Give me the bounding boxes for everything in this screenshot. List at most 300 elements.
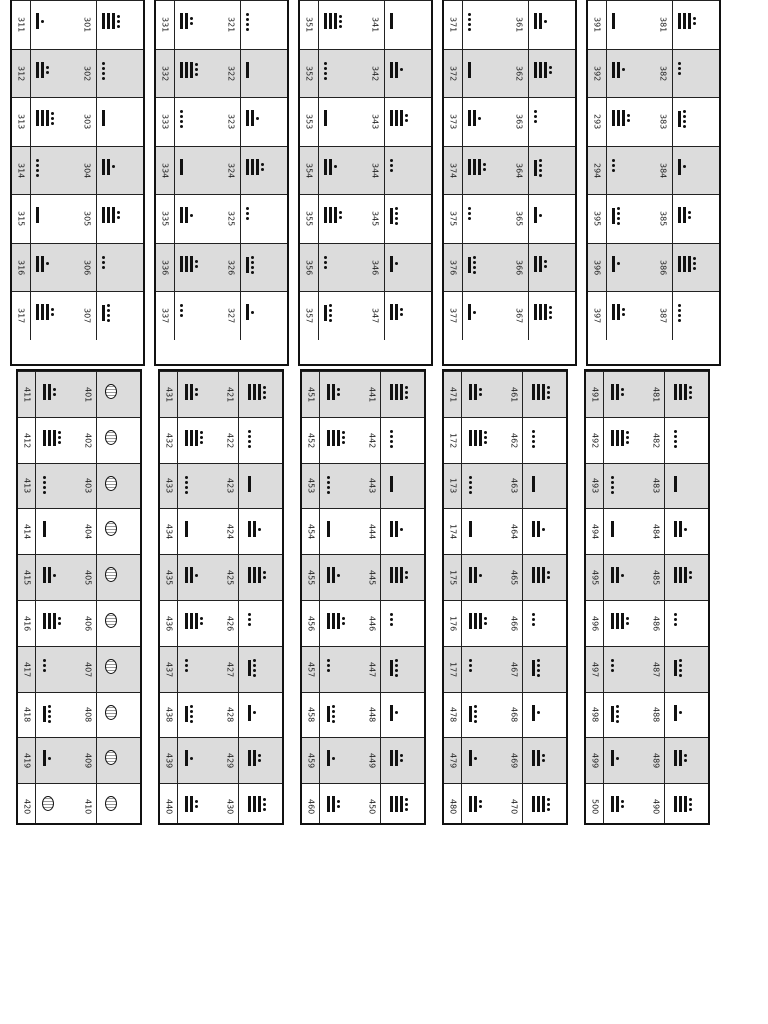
dot-icon	[185, 491, 188, 494]
bar-icon	[251, 110, 254, 126]
maya-numeral-icon	[245, 207, 250, 220]
dot-icon	[185, 481, 188, 484]
dots-icon	[679, 711, 682, 714]
dot-icon	[180, 309, 183, 312]
maya-numeral-icon	[42, 613, 62, 629]
table-row	[444, 737, 566, 783]
dot-icon	[36, 164, 39, 167]
row-number: 404	[83, 524, 93, 540]
table-row	[160, 554, 282, 600]
dot-icon	[689, 808, 692, 811]
table-row	[588, 194, 719, 243]
row-number: 306	[82, 259, 92, 275]
bar-icon	[190, 796, 193, 812]
row-number: 174	[448, 524, 458, 540]
dot-icon	[53, 388, 56, 391]
table-row	[300, 97, 431, 146]
numeral-cell	[319, 784, 364, 825]
row-number: 381	[658, 17, 668, 33]
table-row	[588, 49, 719, 98]
table-row	[444, 291, 575, 340]
numeral-cell	[318, 98, 367, 146]
dots-icon	[537, 659, 540, 677]
dot-icon	[251, 311, 254, 314]
row-number: 315	[16, 211, 26, 227]
dot-icon	[102, 266, 105, 269]
row-number: 468	[509, 707, 519, 723]
dot-icon	[468, 13, 471, 16]
dots-icon	[332, 705, 335, 723]
bar-icon	[324, 159, 327, 175]
row-number: 344	[370, 162, 380, 178]
bar-icon	[612, 62, 615, 78]
dot-icon	[688, 216, 691, 219]
bar-icon	[43, 430, 46, 446]
row-number: 302	[82, 65, 92, 81]
maya-numeral-icon	[42, 750, 52, 766]
maya-numeral-icon	[101, 110, 106, 126]
dot-icon	[180, 125, 183, 128]
dot-icon	[537, 674, 540, 677]
numeral-cell	[528, 195, 577, 243]
bar-icon	[395, 750, 398, 766]
numeral-cell	[319, 738, 364, 783]
numeral-cell	[240, 50, 289, 98]
numeral-cell	[603, 464, 648, 509]
dots-icon	[484, 617, 487, 625]
table-row	[160, 417, 282, 463]
numeral-cell	[96, 98, 145, 146]
dot-icon	[679, 674, 682, 677]
maya-numeral-icon	[531, 567, 551, 583]
bar-icon	[36, 110, 39, 126]
bar-icon	[679, 567, 682, 583]
numeral-cell	[174, 50, 223, 98]
dots-icon	[251, 256, 254, 274]
dots-icon	[469, 476, 472, 494]
bar-icon	[468, 159, 471, 175]
table-row	[444, 692, 566, 738]
row-number: 418	[22, 707, 32, 723]
dot-icon	[473, 256, 476, 259]
maya-numeral-icon	[326, 705, 336, 723]
bar-icon	[469, 567, 472, 583]
maya-numeral-icon	[42, 521, 47, 537]
dot-icon	[400, 754, 403, 757]
maya-numeral-icon	[179, 207, 194, 223]
maya-numeral-icon	[179, 62, 199, 78]
bar-icon	[674, 796, 677, 812]
numeral-cell	[380, 509, 426, 554]
row-number: 411	[22, 386, 32, 403]
numeral-cell	[461, 555, 506, 600]
dots-icon	[390, 430, 393, 448]
row-number: 414	[22, 524, 32, 540]
maya-numeral-icon	[468, 750, 478, 766]
bar-icon	[253, 384, 256, 400]
dots-icon	[534, 110, 537, 123]
dots-icon	[544, 260, 547, 268]
dot-icon	[251, 266, 254, 269]
row-number: 430	[225, 798, 235, 815]
row-number: 432	[164, 432, 174, 448]
dot-icon	[190, 720, 193, 723]
maya-numeral-icon	[610, 567, 625, 583]
table-row	[12, 291, 143, 340]
bar-icon	[611, 750, 614, 766]
dot-icon	[185, 476, 188, 479]
bar-icon	[474, 567, 477, 583]
dot-icon	[473, 266, 476, 269]
bar-icon	[246, 62, 249, 78]
maya-numeral-icon	[533, 62, 553, 78]
dot-icon	[405, 571, 408, 574]
dot-icon	[342, 622, 345, 625]
dots-icon	[390, 613, 393, 626]
bar-icon	[678, 13, 681, 29]
numeral-cell	[380, 693, 426, 738]
dots-icon	[251, 311, 254, 314]
dot-icon	[674, 435, 677, 438]
maya-numeral-icon	[389, 207, 399, 225]
dot-icon	[43, 669, 46, 672]
bar-icon	[185, 256, 188, 272]
row-number: 482	[651, 432, 661, 448]
maya-numeral-icon	[467, 62, 472, 78]
maya-numeral-icon	[101, 304, 111, 322]
dots-icon	[248, 613, 251, 626]
numeral-cell	[672, 244, 721, 292]
table-row	[156, 146, 287, 195]
maya-numeral-icon	[326, 384, 341, 400]
dot-icon	[248, 440, 251, 443]
numeral-cell	[177, 601, 222, 646]
row-number: 450	[367, 798, 377, 815]
table-row	[444, 146, 575, 195]
maya-numeral-icon	[326, 796, 341, 812]
dot-icon	[200, 622, 203, 625]
row-number: 405	[83, 569, 93, 586]
table-row	[444, 194, 575, 243]
row-number: 422	[225, 432, 235, 448]
maya-numeral-icon	[673, 430, 678, 448]
numeral-cell	[522, 647, 568, 692]
shell-zero-icon	[105, 750, 117, 765]
bar-icon	[190, 613, 193, 629]
maya-numeral-icon	[245, 13, 250, 31]
dots-icon	[395, 262, 398, 265]
numeral-cell	[238, 555, 284, 600]
dots-icon	[474, 757, 477, 760]
dot-icon	[537, 664, 540, 667]
bar-icon	[674, 521, 677, 537]
numeral-cell	[461, 464, 506, 509]
shell-zero-icon	[105, 705, 117, 720]
dot-icon	[253, 659, 256, 662]
bar-icon	[611, 613, 614, 629]
dot-icon	[36, 159, 39, 162]
bar-icon	[248, 384, 251, 400]
dots-icon	[617, 207, 620, 225]
dot-icon	[51, 308, 54, 311]
dot-icon	[329, 314, 332, 317]
dot-icon	[612, 164, 615, 167]
row-number: 492	[590, 432, 600, 448]
dot-icon	[484, 441, 487, 444]
table-row	[302, 371, 424, 417]
dot-icon	[51, 122, 54, 125]
numeral-cell	[461, 693, 506, 738]
numeral-cell	[177, 693, 222, 738]
bar-icon	[43, 384, 46, 400]
dot-icon	[622, 68, 625, 71]
bar-icon	[532, 660, 535, 676]
numeral-cell	[461, 601, 506, 646]
bar-icon	[678, 207, 681, 223]
numeral-cell	[664, 464, 710, 509]
dot-icon	[339, 216, 342, 219]
dot-icon	[547, 396, 550, 399]
dot-icon	[547, 576, 550, 579]
dots-icon	[51, 308, 54, 316]
bar-icon	[180, 13, 183, 29]
numeral-cell	[603, 372, 648, 417]
row-number: 333	[160, 114, 170, 130]
dots-icon	[678, 62, 681, 75]
row-number: 363	[514, 114, 524, 130]
maya-numeral-icon	[42, 705, 52, 723]
row-number: 367	[514, 308, 524, 324]
table-row	[300, 291, 431, 340]
dot-icon	[332, 720, 335, 723]
dot-icon	[689, 571, 692, 574]
numeral-cell	[319, 464, 364, 509]
table-row	[302, 554, 424, 600]
numeral-cell	[240, 195, 289, 243]
row-number: 301	[82, 17, 92, 33]
dot-icon	[405, 386, 408, 389]
dot-icon	[612, 169, 615, 172]
dots-icon	[684, 754, 687, 762]
bar-icon	[246, 257, 249, 273]
dots-icon	[58, 617, 61, 625]
bar-icon	[474, 796, 477, 812]
dots-icon	[195, 800, 198, 808]
dot-icon	[36, 174, 39, 177]
bar-icon	[474, 430, 477, 446]
table-row	[444, 243, 575, 292]
dots-icon	[337, 574, 340, 577]
bar-icon	[532, 705, 535, 721]
dot-icon	[405, 119, 408, 122]
dot-icon	[324, 67, 327, 70]
dots-icon	[626, 617, 629, 625]
table-row	[586, 692, 708, 738]
numeral-cell	[238, 601, 284, 646]
dots-icon	[263, 798, 266, 811]
table-row	[300, 194, 431, 243]
dot-icon	[684, 759, 687, 762]
table-row	[586, 417, 708, 463]
row-number: 313	[16, 114, 26, 130]
dot-icon	[263, 798, 266, 801]
table-row	[12, 0, 143, 49]
dot-icon	[688, 211, 691, 214]
bar-icon	[107, 159, 110, 175]
maya-numeral-icon	[533, 13, 548, 29]
dot-icon	[43, 481, 46, 484]
dot-icon	[693, 262, 696, 265]
dot-icon	[246, 217, 249, 220]
row-number: 294	[592, 162, 602, 178]
numeral-cell	[35, 372, 80, 417]
bar-icon	[537, 750, 540, 766]
table-row	[302, 783, 424, 825]
numeral-cell	[177, 784, 222, 825]
row-number: 417	[22, 661, 32, 677]
numeral-cell	[528, 50, 577, 98]
row-number: 465	[509, 569, 519, 586]
maya-numeral-icon	[389, 110, 409, 126]
numeral-cell	[319, 647, 364, 692]
maya-numeral-icon	[533, 110, 538, 123]
dots-icon	[342, 617, 345, 625]
bar-icon	[683, 256, 686, 272]
bar-icon	[48, 613, 51, 629]
dot-icon	[327, 491, 330, 494]
bar-icon	[390, 256, 393, 272]
dots-icon	[117, 211, 120, 219]
dots-icon	[190, 705, 193, 723]
bar-icon	[390, 705, 393, 721]
dots-icon	[621, 574, 624, 577]
bar-icon	[107, 207, 110, 223]
row-number: 484	[651, 524, 661, 540]
table-panel	[158, 369, 284, 825]
bar-icon	[332, 613, 335, 629]
bar-icon	[474, 613, 477, 629]
dot-icon	[532, 623, 535, 626]
numeral-cell	[606, 98, 655, 146]
bar-icon	[102, 207, 105, 223]
row-number: 343	[370, 114, 380, 130]
maya-numeral-icon	[677, 304, 682, 322]
numeral-cell	[384, 147, 433, 195]
dot-icon	[246, 212, 249, 215]
dot-icon	[532, 618, 535, 621]
dot-icon	[612, 159, 615, 162]
shell-zero-icon	[105, 796, 117, 811]
bar-icon	[256, 159, 259, 175]
dot-icon	[324, 62, 327, 65]
maya-numeral-icon	[389, 430, 394, 448]
bar-icon	[469, 613, 472, 629]
bar-icon	[185, 521, 188, 537]
maya-numeral-icon	[247, 705, 257, 721]
maya-numeral-icon	[533, 159, 543, 177]
dot-icon	[484, 622, 487, 625]
bar-icon	[334, 207, 337, 223]
numeral-cell	[318, 50, 367, 98]
numeral-cell	[461, 509, 506, 554]
dots-icon	[258, 754, 261, 762]
dot-icon	[549, 71, 552, 74]
numeral-cell	[606, 292, 655, 340]
row-number: 464	[509, 524, 519, 540]
table-row	[300, 49, 431, 98]
dot-icon	[626, 617, 629, 620]
row-number: 426	[225, 615, 235, 632]
row-number: 382	[658, 65, 668, 81]
numeral-cell	[96, 147, 145, 195]
table-row	[586, 783, 708, 825]
bar-icon	[537, 796, 540, 812]
table-row	[444, 0, 575, 49]
table-row	[586, 371, 708, 417]
maya-numeral-icon	[326, 613, 346, 629]
numeral-cell	[240, 1, 289, 49]
maya-numeral-icon	[531, 705, 541, 721]
numeral-cell	[603, 784, 648, 825]
dot-icon	[390, 430, 393, 433]
dot-icon	[617, 262, 620, 265]
maya-numeral-icon	[247, 613, 252, 626]
maya-numeral-icon	[247, 796, 267, 812]
dots-icon	[547, 386, 550, 399]
dots-icon	[324, 62, 327, 80]
dots-icon	[185, 659, 188, 672]
dot-icon	[390, 169, 393, 172]
bar-icon	[185, 613, 188, 629]
row-number: 488	[651, 707, 661, 723]
numeral-cell	[462, 50, 511, 98]
dot-icon	[327, 481, 330, 484]
dot-icon	[339, 25, 342, 28]
dot-icon	[102, 77, 105, 80]
dot-icon	[190, 22, 193, 25]
bar-icon	[43, 750, 46, 766]
dot-icon	[622, 308, 625, 311]
dot-icon	[329, 304, 332, 307]
row-number: 364	[514, 162, 524, 178]
bar-icon	[258, 796, 261, 812]
row-number: 362	[514, 65, 524, 81]
dot-icon	[678, 319, 681, 322]
bar-icon	[534, 13, 537, 29]
bar-icon	[329, 159, 332, 175]
dot-icon	[329, 309, 332, 312]
dot-icon	[544, 260, 547, 263]
row-number: 316	[16, 259, 26, 275]
dot-icon	[195, 574, 198, 577]
dot-icon	[195, 63, 198, 66]
maya-numeral-icon	[467, 110, 482, 126]
bar-icon	[36, 256, 39, 272]
dot-icon	[253, 669, 256, 672]
dot-icon	[474, 720, 477, 723]
dot-icon	[617, 222, 620, 225]
maya-numeral-icon	[323, 256, 328, 269]
dot-icon	[390, 613, 393, 616]
row-number: 383	[658, 114, 668, 130]
table-row	[444, 508, 566, 554]
dot-icon	[190, 757, 193, 760]
maya-numeral-icon	[323, 159, 338, 175]
bar-icon	[327, 521, 330, 537]
bar-icon	[324, 305, 327, 321]
maya-numeral-icon	[326, 659, 331, 672]
dot-icon	[395, 669, 398, 672]
